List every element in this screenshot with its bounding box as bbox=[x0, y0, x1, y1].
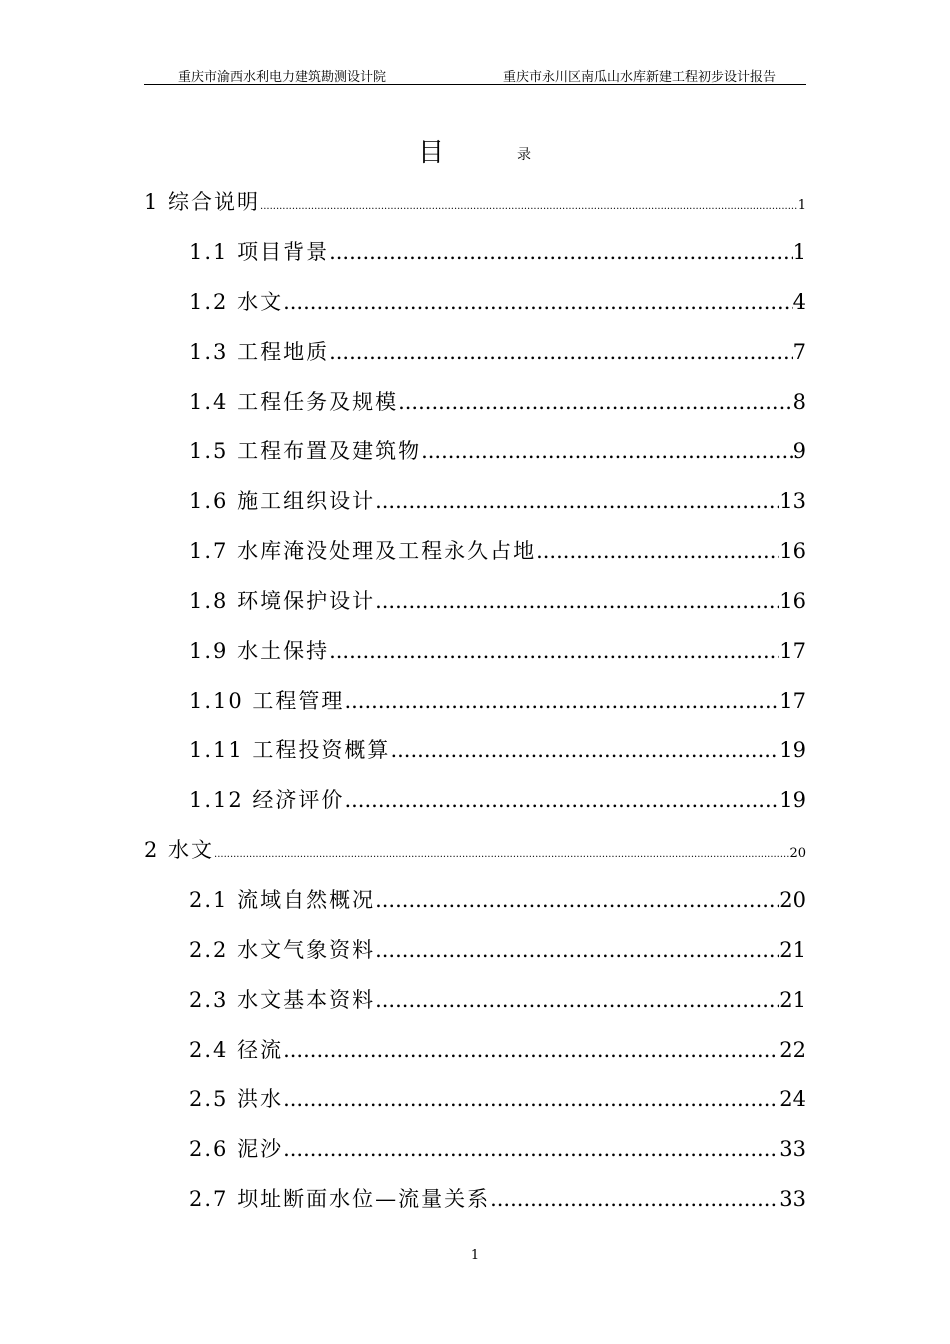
toc-entry-label: 1.8 环境保护设计 bbox=[189, 589, 376, 613]
toc-entry-page: 1 bbox=[792, 240, 806, 264]
toc-entry-label: 2.3 水文基本资料 bbox=[189, 988, 376, 1012]
toc-entry-label: 2.5 洪水 bbox=[189, 1087, 284, 1111]
toc-entry[interactable] bbox=[189, 585, 806, 615]
toc-entry[interactable] bbox=[189, 485, 806, 515]
toc-leader-dots bbox=[260, 201, 798, 212]
toc-entry-label: 2.2 水文气象资料 bbox=[189, 938, 376, 962]
toc-entry[interactable] bbox=[189, 336, 806, 366]
toc-entry[interactable] bbox=[189, 535, 806, 565]
toc-entry-page: 16 bbox=[779, 589, 806, 613]
toc-leader-dots bbox=[421, 439, 793, 463]
toc-entry-page: 9 bbox=[792, 439, 806, 463]
toc-entry-page: 21 bbox=[779, 938, 806, 962]
toc-entry-label: 1.11 工程投资概算 bbox=[189, 738, 391, 762]
toc-entry-label: 2.6 泥沙 bbox=[189, 1137, 284, 1161]
toc-title bbox=[0, 132, 950, 172]
toc-leader-dots bbox=[329, 639, 779, 663]
toc-leader-dots bbox=[329, 340, 793, 364]
toc-entry-page: 8 bbox=[792, 390, 806, 414]
toc-entry[interactable] bbox=[189, 1034, 806, 1064]
page-header bbox=[144, 64, 806, 85]
toc-leader-dots bbox=[375, 988, 779, 1012]
toc-entry-page: 4 bbox=[792, 290, 806, 314]
toc-entry-page: 24 bbox=[779, 1087, 806, 1111]
toc-entry-page: 33 bbox=[779, 1137, 806, 1161]
toc-title-part2: 录 bbox=[517, 147, 531, 163]
toc-entry-page: 22 bbox=[779, 1038, 806, 1062]
toc-entry-page: 13 bbox=[779, 489, 806, 513]
toc-entry[interactable] bbox=[189, 1083, 806, 1113]
toc-entry[interactable] bbox=[189, 435, 806, 465]
toc-leader-dots bbox=[344, 689, 779, 713]
toc-leader-dots bbox=[283, 290, 793, 314]
toc-entry[interactable] bbox=[189, 236, 806, 266]
toc-entry[interactable] bbox=[189, 934, 806, 964]
toc-entry-label: 1.7 水库淹没处理及工程永久占地 bbox=[189, 539, 537, 563]
toc-leader-dots bbox=[490, 1187, 779, 1211]
toc-leader-dots bbox=[283, 1038, 779, 1062]
toc-entry[interactable] bbox=[189, 1183, 806, 1213]
header-left-org: 重庆市渝西水利电力建筑勘测设计院 bbox=[178, 70, 387, 85]
toc-title-part1: 目 bbox=[418, 138, 445, 168]
toc-leader-dots bbox=[214, 849, 789, 860]
toc-entry-page: 16 bbox=[779, 539, 806, 563]
toc-leader-dots bbox=[390, 738, 779, 762]
toc-entry[interactable] bbox=[189, 1133, 806, 1163]
toc-entry-label: 1.5 工程布置及建筑物 bbox=[189, 439, 422, 463]
toc-leader-dots bbox=[344, 788, 779, 812]
toc-leader-dots bbox=[375, 888, 779, 912]
toc-leader-dots bbox=[398, 390, 793, 414]
toc-entry-label: 1.2 水文 bbox=[189, 290, 284, 314]
toc-entry[interactable] bbox=[189, 685, 806, 715]
toc-entry[interactable] bbox=[189, 784, 806, 814]
toc-entry[interactable] bbox=[189, 984, 806, 1014]
toc-entry-page: 33 bbox=[779, 1187, 806, 1211]
toc-entry-label: 2.1 流域自然概况 bbox=[189, 888, 376, 912]
toc-entry-page: 21 bbox=[779, 988, 806, 1012]
toc-entry-label: 1.1 项目背景 bbox=[189, 240, 330, 264]
toc-entry-label: 1.3 工程地质 bbox=[189, 340, 330, 364]
toc-entry[interactable] bbox=[189, 386, 806, 416]
toc-entry-page: 17 bbox=[779, 639, 806, 663]
header-right-report: 重庆市永川区南瓜山水库新建工程初步设计报告 bbox=[502, 70, 776, 85]
toc-entry-page: 1 bbox=[797, 198, 806, 213]
toc-entry-label: 1.6 施工组织设计 bbox=[189, 489, 376, 513]
toc-entry[interactable] bbox=[144, 186, 806, 216]
toc-entry-label: 2.7 坝址断面水位—流量关系 bbox=[189, 1187, 491, 1211]
toc-leader-dots bbox=[329, 240, 793, 264]
toc-entry-label: 1.12 经济评价 bbox=[189, 788, 345, 812]
toc-entry[interactable] bbox=[189, 734, 806, 764]
toc-leader-dots bbox=[536, 539, 779, 563]
toc-entry-page: 17 bbox=[779, 689, 806, 713]
toc-entry-label: 1.10 工程管理 bbox=[189, 689, 345, 713]
toc-entry-label: 1 综合说明 bbox=[144, 190, 261, 214]
toc-entry[interactable] bbox=[144, 834, 806, 864]
toc-entry-label: 1.4 工程任务及规模 bbox=[189, 390, 399, 414]
toc-entry[interactable] bbox=[189, 286, 806, 316]
toc-entry-label: 2 水文 bbox=[144, 838, 215, 862]
toc-leader-dots bbox=[283, 1137, 779, 1161]
toc-leader-dots bbox=[375, 489, 779, 513]
page-number: 1 bbox=[470, 1248, 480, 1263]
toc-leader-dots bbox=[375, 589, 779, 613]
toc-entry[interactable] bbox=[189, 884, 806, 914]
toc-entry-page: 19 bbox=[779, 738, 806, 762]
toc-entry-label: 1.9 水土保持 bbox=[189, 639, 330, 663]
toc-entry-page: 20 bbox=[779, 888, 806, 912]
toc-leader-dots bbox=[375, 938, 779, 962]
toc-entry-page: 19 bbox=[779, 788, 806, 812]
toc-entry[interactable] bbox=[189, 635, 806, 665]
toc-entry-label: 2.4 径流 bbox=[189, 1038, 284, 1062]
toc-entry-page: 20 bbox=[789, 846, 806, 861]
toc-entry-page: 7 bbox=[792, 340, 806, 364]
toc-leader-dots bbox=[283, 1087, 779, 1111]
